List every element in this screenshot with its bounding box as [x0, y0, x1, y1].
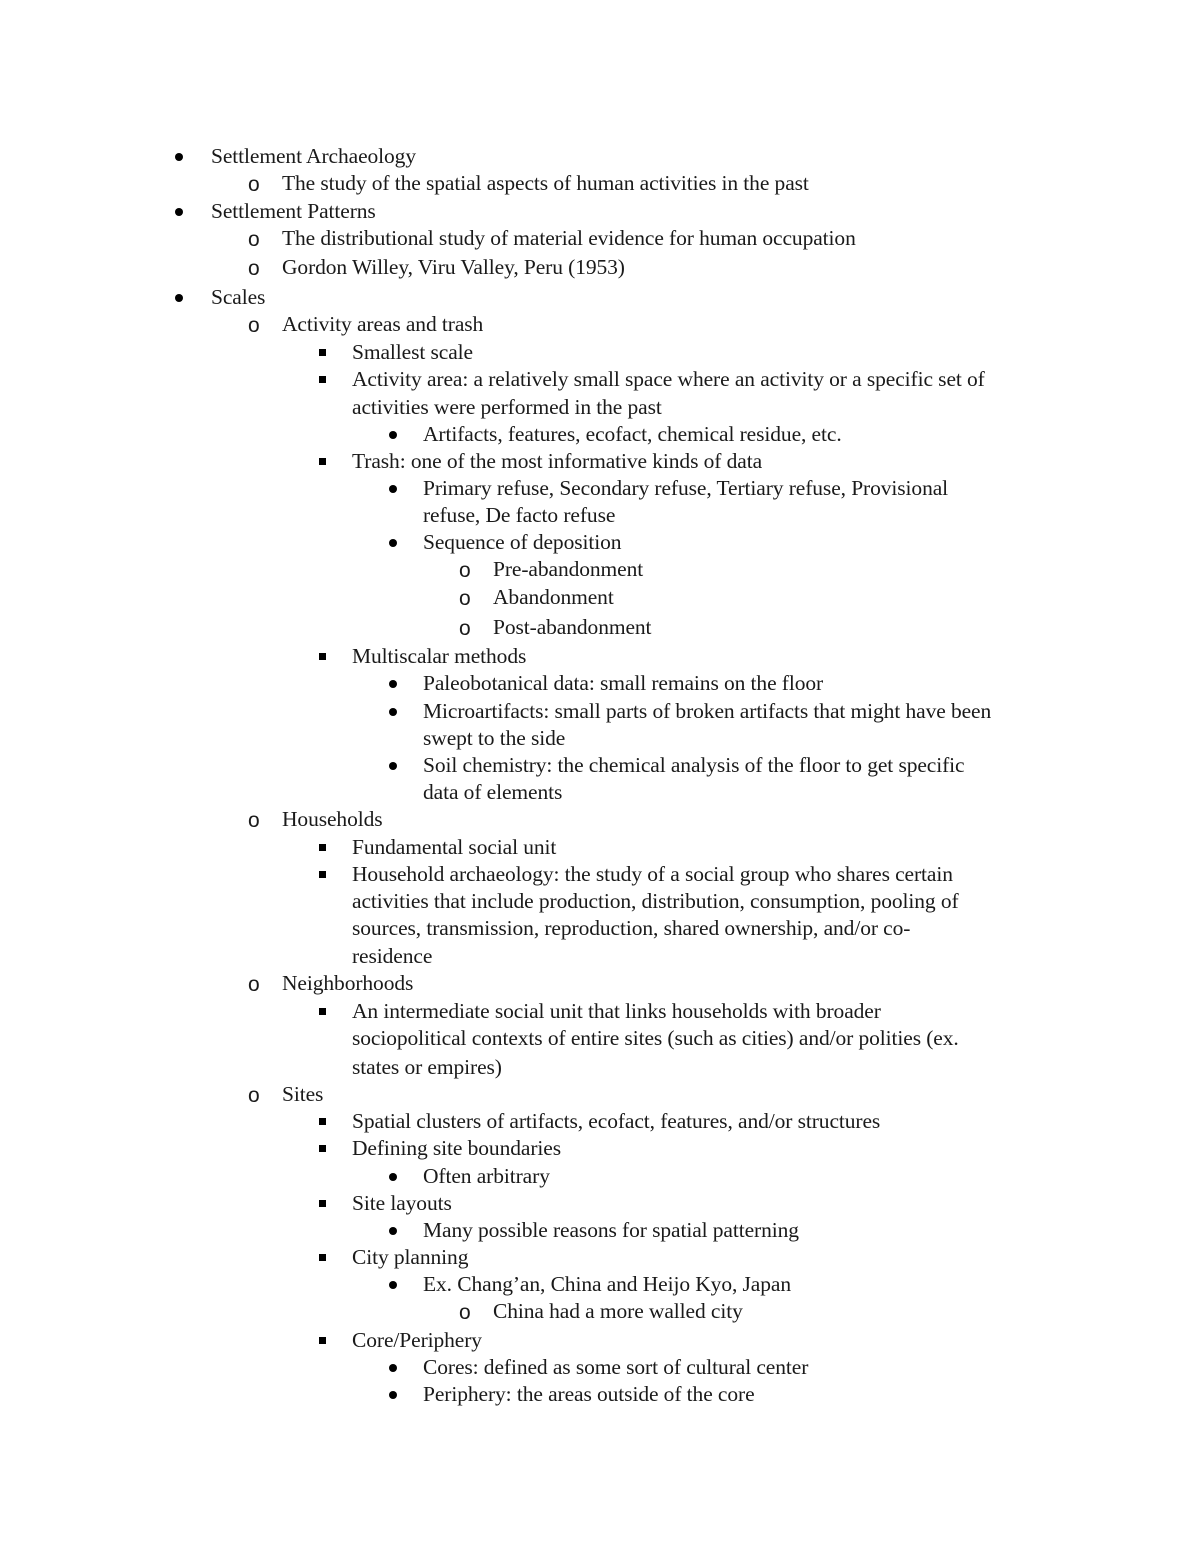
outline-item-text: The distributional study of material evidence for human occupation	[282, 226, 856, 250]
bullet-circle-icon: o	[248, 314, 260, 337]
bullet-disc-icon	[389, 1391, 397, 1399]
outline-item-text: activities that include production, distribution, consumption, pooling of	[352, 889, 959, 913]
outline-item-text: Sequence of deposition	[423, 530, 622, 554]
outline-item-text: Ex. Chang’an, China and Heijo Kyo, Japan	[423, 1272, 791, 1296]
bullet-disc-icon	[175, 153, 183, 161]
bullet-disc-icon	[389, 708, 397, 716]
outline-item-text: Cores: defined as some sort of cultural center	[423, 1355, 809, 1379]
outline-item-text: activities were performed in the past	[352, 395, 662, 419]
outline-item-text: Periphery: the areas outside of the core	[423, 1382, 755, 1406]
outline-item-text: Paleobotanical data: small remains on the floor	[423, 671, 824, 695]
outline-item-text: City planning	[352, 1245, 469, 1269]
bullet-circle-icon: o	[459, 1301, 471, 1324]
bullet-square-icon	[319, 1337, 326, 1344]
outline-item-text: residence	[352, 944, 433, 968]
outline-item-text: Activity area: a relatively small space where an activity or a specific set of	[352, 367, 985, 391]
bullet-disc-icon	[175, 208, 183, 216]
bullet-circle-icon: o	[459, 617, 471, 640]
outline-item-text: data of elements	[423, 780, 563, 804]
outline-item-text: swept to the side	[423, 726, 566, 750]
outline-item-text: Household archaeology: the study of a social group who shares certain	[352, 862, 953, 886]
outline-item-text: Smallest scale	[352, 340, 473, 364]
outline-item-text: Multiscalar methods	[352, 644, 527, 668]
outline-item-text: Trash: one of the most informative kinds of data	[352, 449, 763, 473]
outline-item-text: Site layouts	[352, 1191, 452, 1215]
outline-item-text: sources, transmission, reproduction, shared ownership, and/or co-	[352, 916, 911, 940]
outline-item-text: Microartifacts: small parts of broken artifacts that might have been	[423, 699, 992, 723]
bullet-circle-icon: o	[248, 1084, 260, 1107]
outline-item-text: Core/Periphery	[352, 1328, 482, 1352]
outline-item-text: Artifacts, features, ecofact, chemical residue, etc.	[423, 422, 842, 446]
outline-item-text: Neighborhoods	[282, 971, 414, 995]
outline-item-text: Gordon Willey, Viru Valley, Peru (1953)	[282, 255, 625, 279]
outline-item-text: The study of the spatial aspects of human activities in the past	[282, 171, 809, 195]
outline-item-text: Activity areas and trash	[282, 312, 484, 336]
bullet-disc-icon	[389, 431, 397, 439]
outline-item-text: China had a more walled city	[493, 1299, 743, 1323]
outline-item-text: states or empires)	[352, 1055, 502, 1079]
bullet-square-icon	[319, 653, 326, 660]
outline-item-text: refuse, De facto refuse	[423, 503, 616, 527]
bullet-square-icon	[319, 871, 326, 878]
outline-item-text: Post-abandonment	[493, 615, 652, 639]
bullet-square-icon	[319, 349, 326, 356]
bullet-disc-icon	[389, 1227, 397, 1235]
bullet-square-icon	[319, 1008, 326, 1015]
outline-item-text: Often arbitrary	[423, 1164, 550, 1188]
bullet-square-icon	[319, 1145, 326, 1152]
outline-item-text: Sites	[282, 1082, 324, 1106]
bullet-circle-icon: o	[459, 587, 471, 610]
bullet-disc-icon	[389, 485, 397, 493]
outline-item-text: Primary refuse, Secondary refuse, Tertiary refuse, Provisional	[423, 476, 949, 500]
outline-item-text: Households	[282, 807, 383, 831]
bullet-disc-icon	[175, 294, 183, 302]
bullet-square-icon	[319, 376, 326, 383]
bullet-square-icon	[319, 1200, 326, 1207]
outline-item-text: Settlement Archaeology	[211, 144, 416, 168]
bullet-disc-icon	[389, 762, 397, 770]
bullet-disc-icon	[389, 1173, 397, 1181]
bullet-disc-icon	[389, 1281, 397, 1289]
outline-item-text: Scales	[211, 285, 266, 309]
bullet-circle-icon: o	[248, 228, 260, 251]
outline-item-text: Defining site boundaries	[352, 1136, 561, 1160]
bullet-circle-icon: o	[248, 973, 260, 996]
bullet-circle-icon: o	[248, 257, 260, 280]
bullet-square-icon	[319, 844, 326, 851]
bullet-square-icon	[319, 458, 326, 465]
bullet-square-icon	[319, 1254, 326, 1261]
bullet-circle-icon: o	[248, 809, 260, 832]
bullet-disc-icon	[389, 680, 397, 688]
bullet-disc-icon	[389, 539, 397, 547]
outline-item-text: An intermediate social unit that links households with broader	[352, 999, 881, 1023]
outline-item-text: Spatial clusters of artifacts, ecofact, features, and/or structures	[352, 1109, 881, 1133]
bullet-square-icon	[319, 1118, 326, 1125]
outline-item-text: Pre-abandonment	[493, 557, 644, 581]
outline-item-text: Many possible reasons for spatial patterning	[423, 1218, 799, 1242]
bullet-circle-icon: o	[248, 173, 260, 196]
outline-item-text: sociopolitical contexts of entire sites (such as cities) and/or polities (ex.	[352, 1026, 959, 1050]
outline-item-text: Fundamental social unit	[352, 835, 557, 859]
outline-item-text: Soil chemistry: the chemical analysis of the floor to get specific	[423, 753, 965, 777]
bullet-circle-icon: o	[459, 559, 471, 582]
outline-item-text: Settlement Patterns	[211, 199, 376, 223]
outline-item-text: Abandonment	[493, 585, 614, 609]
bullet-disc-icon	[389, 1364, 397, 1372]
